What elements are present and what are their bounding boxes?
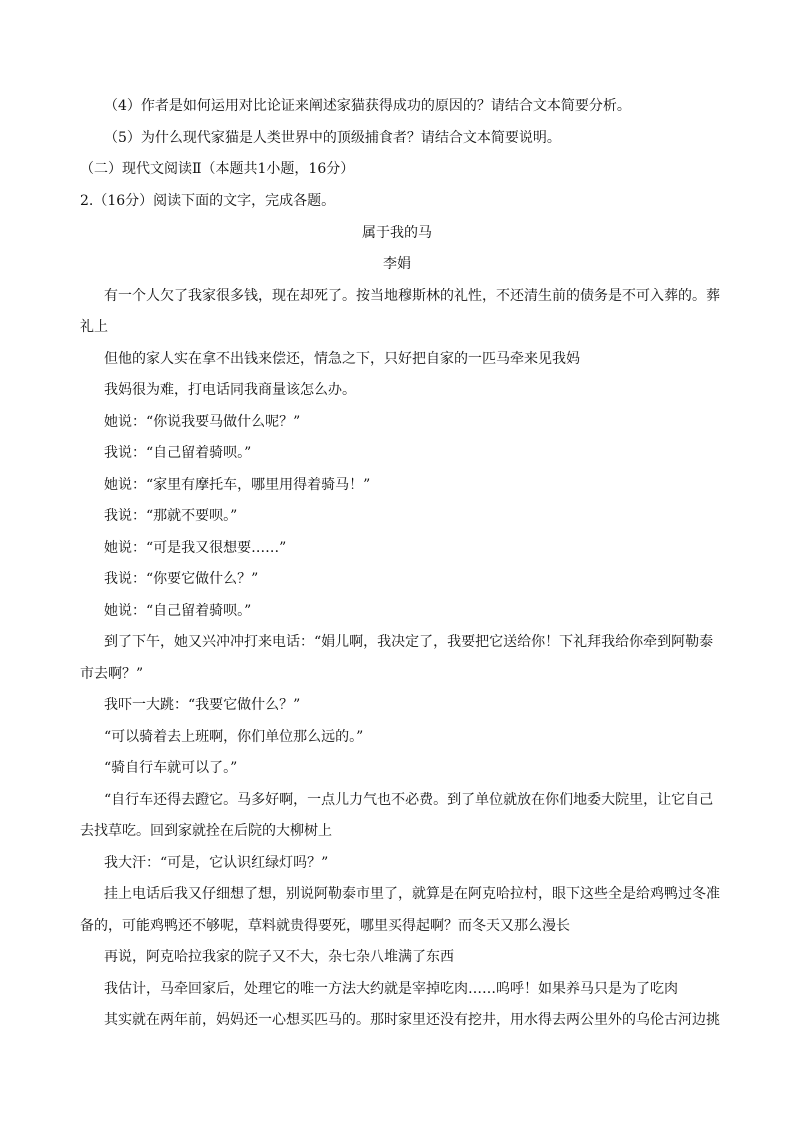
paragraph-line: 其实就在两年前，妈妈还一心想买匹马的。那时家里还没有挖井，用水得去两公里外的乌伦古河边挑 bbox=[104, 1012, 720, 1028]
article-title: 属于我的马 bbox=[362, 225, 432, 241]
paragraph-line: 我说：“那就不要呗。” bbox=[104, 508, 238, 524]
paragraph-line: 我妈很为难，打电话同我商量该怎么办。 bbox=[104, 382, 356, 398]
paragraph-line: 我吓一大跳：“我要它做什么？” bbox=[104, 697, 301, 713]
paragraph-line: 礼上 bbox=[80, 319, 108, 335]
paragraph-line: 再说，阿克哈拉我家的院子又不大，杂七杂八堆满了东西 bbox=[104, 949, 454, 965]
section-heading: （二）现代文阅读Ⅱ（本题共1小题，16分） bbox=[80, 161, 355, 177]
paragraph-line: 市去啊？” bbox=[80, 666, 144, 682]
paragraph-line: 她说：“你说我要马做什么呢？” bbox=[104, 414, 301, 430]
paragraph-line: “自行车还得去蹬它。马多好啊，一点儿力气也不必费。到了单位就放在你们地委大院里，让它自己 bbox=[104, 792, 714, 808]
paragraph-line: 她说：“家里有摩托车，哪里用得着骑马！” bbox=[104, 477, 371, 493]
paragraph-line: 有一个人欠了我家很多钱，现在却死了。按当地穆斯林的礼性，不还清生前的债务是不可入葬的。葬 bbox=[104, 288, 720, 304]
paragraph-line: 备的，可能鸡鸭还不够呢，草料就贵得要死，哪里买得起啊？而冬天又那么漫长 bbox=[80, 918, 570, 934]
paragraph-line: 到了下午，她又兴冲冲打来电话：“娟儿啊，我决定了，我要把它送给你！下礼拜我给你牵到阿勒泰 bbox=[104, 634, 714, 650]
question-4: （4）作者是如何运用对比论证来阐述家猫获得成功的原因的？请结合文本简要分析。 bbox=[104, 98, 631, 114]
question-intro: 2.（16分）阅读下面的文字，完成各题。 bbox=[80, 193, 336, 209]
paragraph-line: 她说：“可是我又很想要……” bbox=[104, 540, 287, 556]
paragraph-line: 我大汗：“可是，它认识红绿灯吗？” bbox=[104, 855, 329, 871]
paragraph-line: “可以骑着去上班啊，你们单位那么远的。” bbox=[104, 729, 364, 745]
paragraph-line: 去找草吃。回到家就拴在后院的大柳树上 bbox=[80, 823, 332, 839]
paragraph-line: 我说：“你要它做什么？” bbox=[104, 571, 259, 587]
paragraph-line: 我估计，马牵回家后，处理它的唯一方法大约就是宰掉吃肉……呜呼！如果养马只是为了吃肉 bbox=[104, 981, 678, 997]
paragraph-line: 挂上电话后我又仔细想了想，别说阿勒泰市里了，就算是在阿克哈拉村，眼下这些全是给鸡鸭过冬准 bbox=[104, 886, 720, 902]
question-5: （5）为什么现代家猫是人类世界中的顶级捕食者？请结合文本简要说明。 bbox=[104, 130, 561, 146]
paragraph-line: 她说：“自己留着骑呗。” bbox=[104, 603, 252, 619]
paragraph-line: “骑自行车就可以了。” bbox=[104, 760, 238, 776]
paragraph-line: 但他的家人实在拿不出钱来偿还，情急之下，只好把自家的一匹马牵来见我妈 bbox=[104, 351, 580, 367]
paragraph-line: 我说：“自己留着骑呗。” bbox=[104, 445, 252, 461]
article-author: 李娟 bbox=[383, 256, 411, 272]
